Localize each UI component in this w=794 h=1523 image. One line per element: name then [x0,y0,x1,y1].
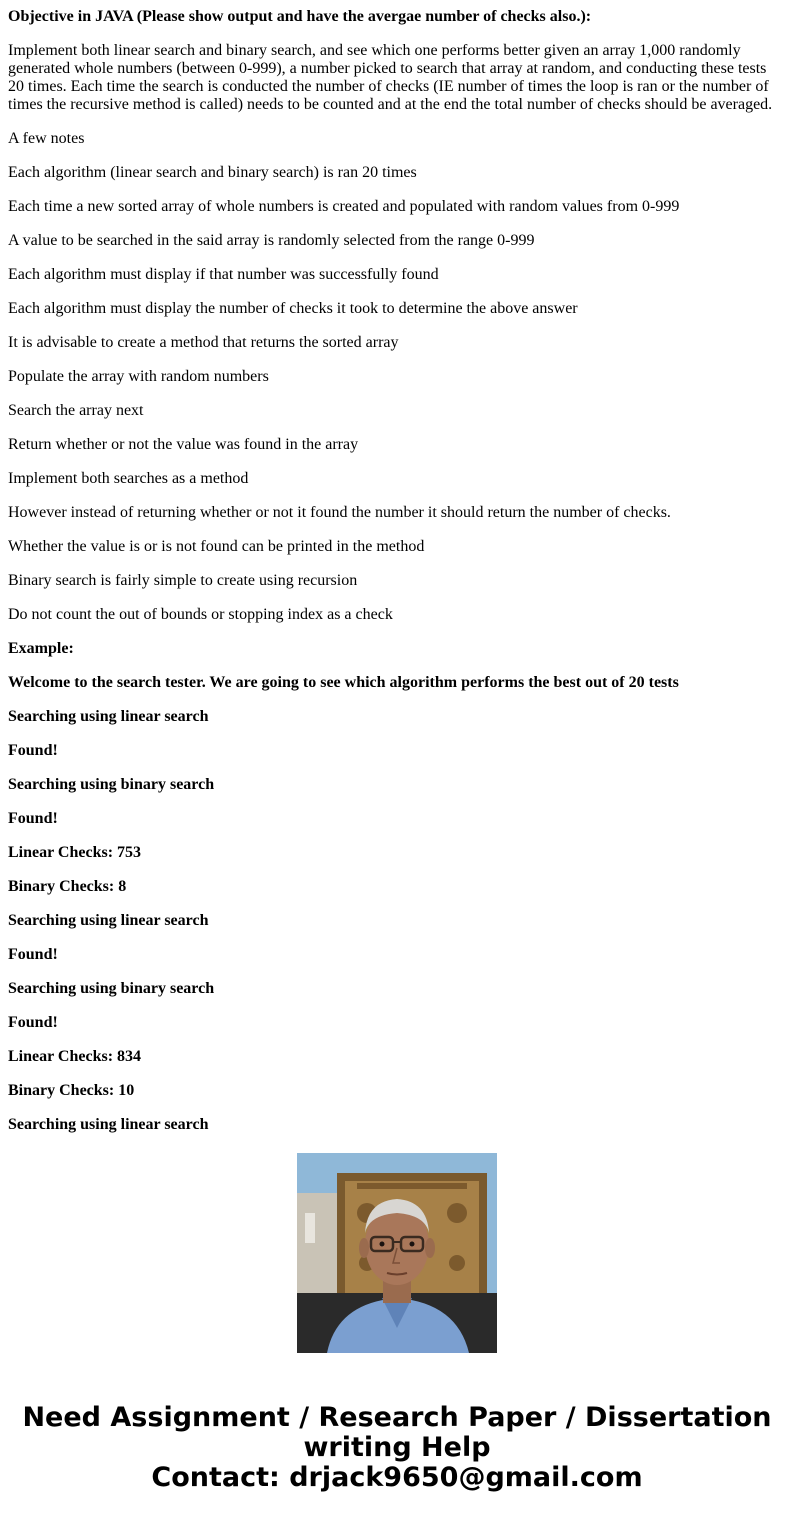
doc-line: Implement both searches as a method [8,470,249,487]
doc-line: A value to be searched in the said array is randomly selected from the range 0-999 [8,232,535,249]
doc-line: Found! [8,810,58,827]
doc-line: Each algorithm (linear search and binary search) is ran 20 times [8,164,417,181]
doc-line: Binary Checks: 10 [8,1082,135,1099]
doc-line: Each time a new sorted array of whole numbers is created and populated with random values from 0-999 [8,198,680,215]
doc-line: Whether the value is or is not found can be printed in the method [8,538,425,555]
doc-line: Linear Checks: 753 [8,844,142,861]
doc-line: Each algorithm must display if that number was successfully found [8,266,439,283]
doc-line: Welcome to the search tester. We are going to see which algorithm performs the best out of 20 tests [8,674,679,691]
doc-line: Searching using linear search [8,1116,209,1133]
doc-line: Searching using binary search [8,776,215,793]
doc-line: Search the array next [8,402,144,419]
doc-line: Return whether or not the value was found in the array [8,436,359,453]
doc-line: Binary Checks: 8 [8,878,127,895]
tutor-photo-icon [297,1153,497,1353]
tutor-avatar [297,1153,497,1353]
banner-line-1: Need Assignment / Research Paper / Dissertation [22,1402,772,1433]
doc-line: Searching using linear search [8,708,209,725]
banner-contact: Contact: drjack9650@gmail.com [151,1462,643,1493]
doc-line: A few notes [8,130,85,147]
doc-line: However instead of returning whether or not it found the number it should return the number of checks. [8,504,671,521]
doc-line: Populate the array with random numbers [8,368,269,385]
question-title: Objective in JAVA (Please show output and have the avergae number of checks also.): [8,8,592,25]
doc-line: It is advisable to create a method that returns the sorted array [8,334,399,351]
doc-line: Found! [8,1014,58,1031]
doc-line: Linear Checks: 834 [8,1048,142,1065]
banner-line-2: writing Help [303,1432,491,1463]
doc-line: Searching using binary search [8,980,215,997]
question-intro: Implement both linear search and binary search, and see which one performs better given an array 1,000 randomly generated whole numbers (between 0-999), a number picked to search that array at random, and conducting these tests 20 times. Each time the search is conducted the number of checks (IE number of times the loop is ran or the number of times the recursive method is called) needs to be counted and at the end the total number of checks should be averaged. [8,42,773,113]
document-body [8,0,786,1133]
doc-line: Do not count the out of bounds or stopping index as a check [8,606,393,623]
doc-line: Example: [8,640,74,657]
doc-line: Found! [8,742,58,759]
doc-line: Binary search is fairly simple to create using recursion [8,572,358,589]
doc-line: Searching using linear search [8,912,209,929]
doc-line: Each algorithm must display the number of checks it took to determine the above answer [8,300,578,317]
contact-banner [0,1403,794,1493]
doc-line: Found! [8,946,58,963]
notes-and-example [8,130,786,1150]
